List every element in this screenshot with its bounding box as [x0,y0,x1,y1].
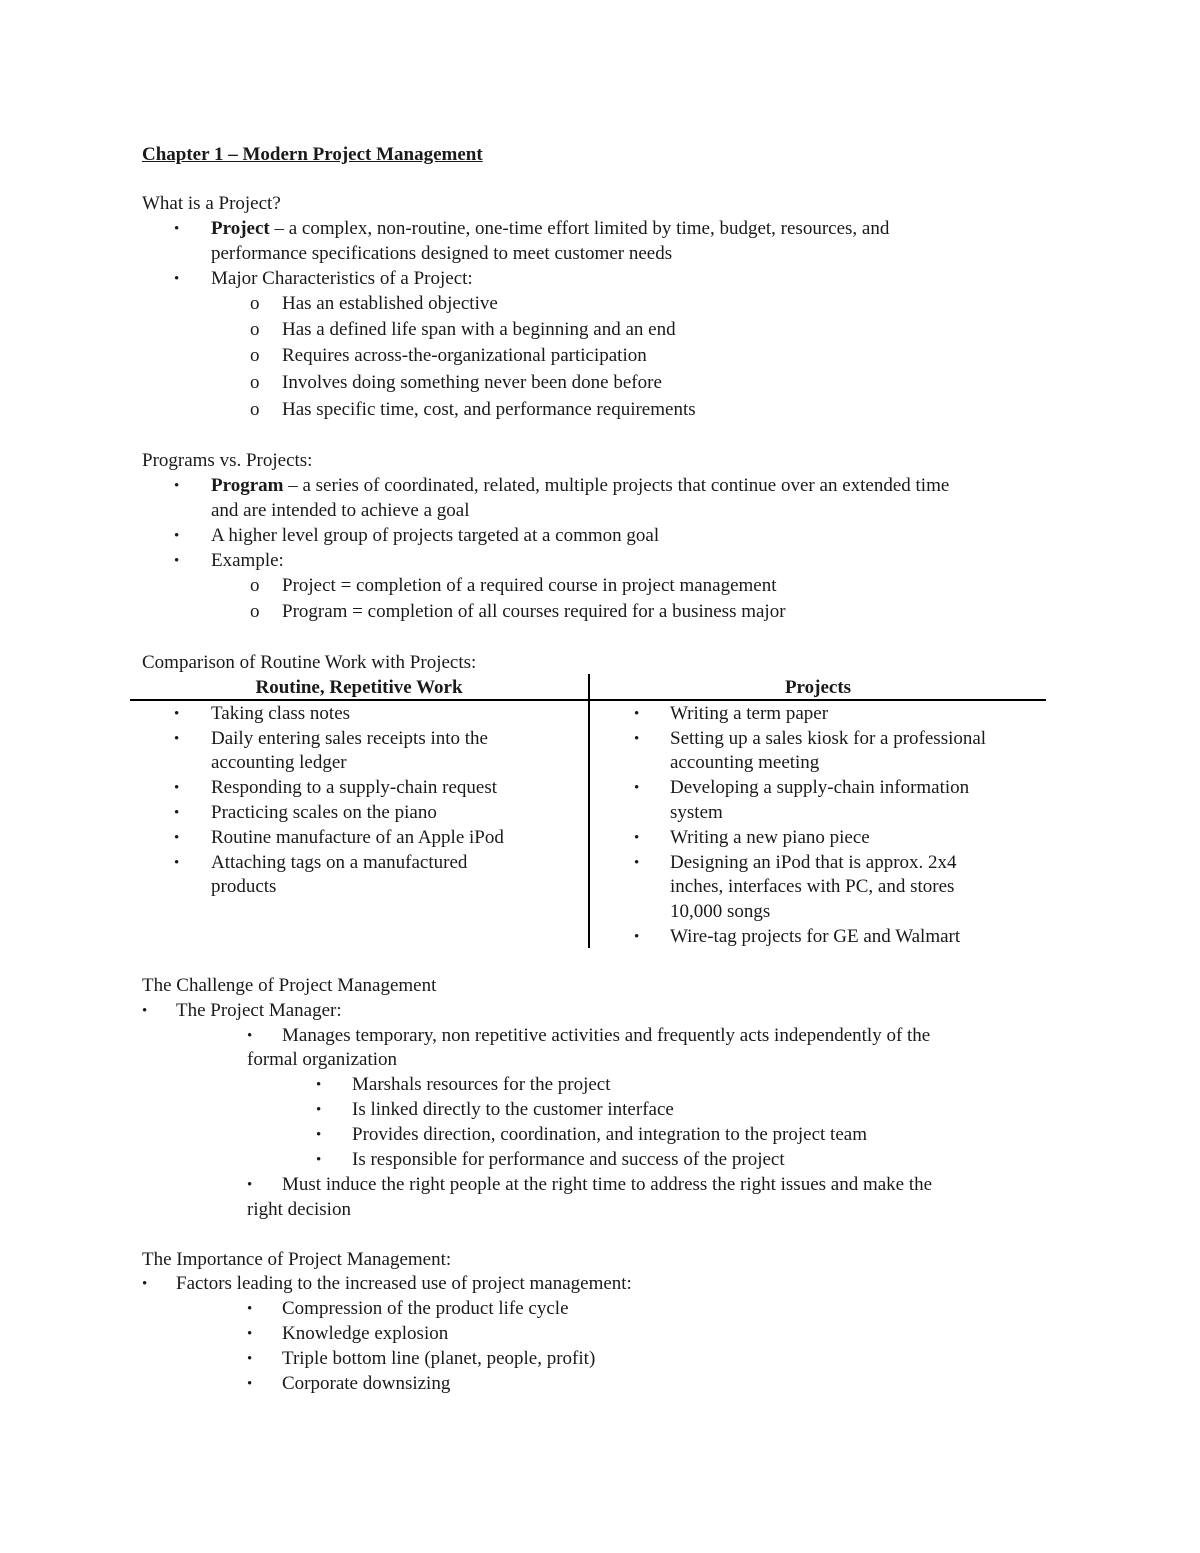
bullet-icon: • [316,1102,322,1118]
table-header-projects: Projects [784,677,852,698]
program-term: Program [211,475,284,496]
bullet-icon: • [247,1351,253,1367]
table-cell: Attaching tags on a manufactured [211,852,468,873]
sub-bullet-icon: o [250,601,260,622]
table-cell: Daily entering sales receipts into the [211,728,488,749]
table-cell: accounting meeting [670,752,820,773]
bullet-icon: • [174,780,180,796]
list-item: A higher level group of projects targeted at a common goal [211,525,660,546]
table-cell: Writing a new piano piece [670,827,870,848]
section-heading-comparison: Comparison of Routine Work with Projects: [142,652,477,673]
table-cell: Writing a term paper [670,703,829,724]
list-item: Has a defined life span with a beginning and an end [282,319,676,340]
sub-bullet-icon: o [250,372,260,393]
bullet-icon: • [174,805,180,821]
bullet-icon: • [174,528,180,544]
list-item: Corporate downsizing [282,1373,451,1394]
table-cell: Designing an iPod that is approx. 2x4 [670,852,957,873]
sub-bullet-icon: o [250,399,260,420]
table-header-routine: Routine, Repetitive Work [255,677,463,698]
bullet-icon: • [174,221,180,237]
page-title: Chapter 1 – Modern Project Management [142,144,483,165]
list-item: Program = completion of all courses required for a business major [282,601,786,622]
bullet-icon: • [634,855,640,871]
section-heading-what-is-project: What is a Project? [142,193,281,214]
bullet-icon: • [174,271,180,287]
table-cell: Practicing scales on the piano [211,802,437,823]
bullet-icon: • [174,478,180,494]
bullet-icon: • [247,1301,253,1317]
bullet-icon: • [174,731,180,747]
project-definition-cont: performance specifications designed to meet customer needs [211,243,673,264]
project-definition-text: – a complex, non-routine, one-time effort limited by time, budget, resources, and [269,218,890,239]
list-item: Requires across-the-organizational participation [282,345,647,366]
list-item: Provides direction, coordination, and integration to the project team [352,1124,867,1145]
bullet-icon: • [316,1077,322,1093]
bullet-icon: • [247,1177,253,1193]
bullet-icon: • [247,1028,253,1044]
bullet-icon: • [247,1326,253,1342]
sub-bullet-icon: o [250,319,260,340]
table-cell: Developing a supply-chain information [670,777,970,798]
list-item: Must induce the right people at the right time to address the right issues and make the [282,1174,933,1195]
program-definition-cont: and are intended to achieve a goal [211,500,470,521]
project-term: Project [211,218,270,239]
list-item: Manages temporary, non repetitive activities and frequently acts independently of the [282,1025,931,1046]
list-item: Involves doing something never been done before [282,372,662,393]
bullet-icon: • [634,780,640,796]
list-item-cont: right decision [247,1199,351,1220]
bullet-icon: • [142,1276,148,1292]
table-cell: Setting up a sales kiosk for a professional [670,728,987,749]
project-definition [211,217,889,241]
bullet-icon: • [316,1127,322,1143]
bullet-icon: • [174,855,180,871]
project-manager-label: The Project Manager: [176,1000,342,1021]
factors-label: Factors leading to the increased use of project management: [176,1273,632,1294]
section-heading-challenge: The Challenge of Project Management [142,975,437,996]
table-cell: accounting ledger [211,752,347,773]
bullet-icon: • [634,929,640,945]
list-item: Knowledge explosion [282,1323,449,1344]
list-item: Marshals resources for the project [352,1074,611,1095]
list-item: Has an established objective [282,293,498,314]
sub-bullet-icon: o [250,293,260,314]
bullet-icon: • [174,553,180,569]
bullet-icon: • [316,1152,322,1168]
list-item: Triple bottom line (planet, people, profit) [282,1348,596,1369]
list-item-cont: formal organization [247,1049,398,1070]
bullet-icon: • [247,1376,253,1392]
program-definition [211,474,949,498]
list-item: Is linked directly to the customer interface [352,1099,674,1120]
bullet-icon: • [634,706,640,722]
bullet-icon: • [174,830,180,846]
table-cell: Routine manufacture of an Apple iPod [211,827,504,848]
table-column-divider [588,674,590,948]
section-heading-programs: Programs vs. Projects: [142,450,313,471]
bullet-icon: • [634,731,640,747]
table-cell: system [670,802,723,823]
table-cell: inches, interfaces with PC, and stores [670,876,955,897]
table-cell: Wire-tag projects for GE and Walmart [670,926,961,947]
list-item: Compression of the product life cycle [282,1298,569,1319]
table-cell: products [211,876,277,897]
table-cell: Taking class notes [211,703,351,724]
bullet-icon: • [142,1003,148,1019]
section-heading-importance: The Importance of Project Management: [142,1249,452,1270]
characteristics-heading: Major Characteristics of a Project: [211,268,473,289]
bullet-icon: • [174,706,180,722]
bullet-icon: • [634,830,640,846]
sub-bullet-icon: o [250,345,260,366]
list-item: Is responsible for performance and success of the project [352,1149,785,1170]
sub-bullet-icon: o [250,575,260,596]
list-item: Has specific time, cost, and performance requirements [282,399,696,420]
example-label: Example: [211,550,284,571]
program-definition-text: – a series of coordinated, related, multiple projects that continue over an extended time [283,475,950,496]
list-item: Project = completion of a required course in project management [282,575,777,596]
table-cell: 10,000 songs [670,901,771,922]
table-cell: Responding to a supply-chain request [211,777,498,798]
